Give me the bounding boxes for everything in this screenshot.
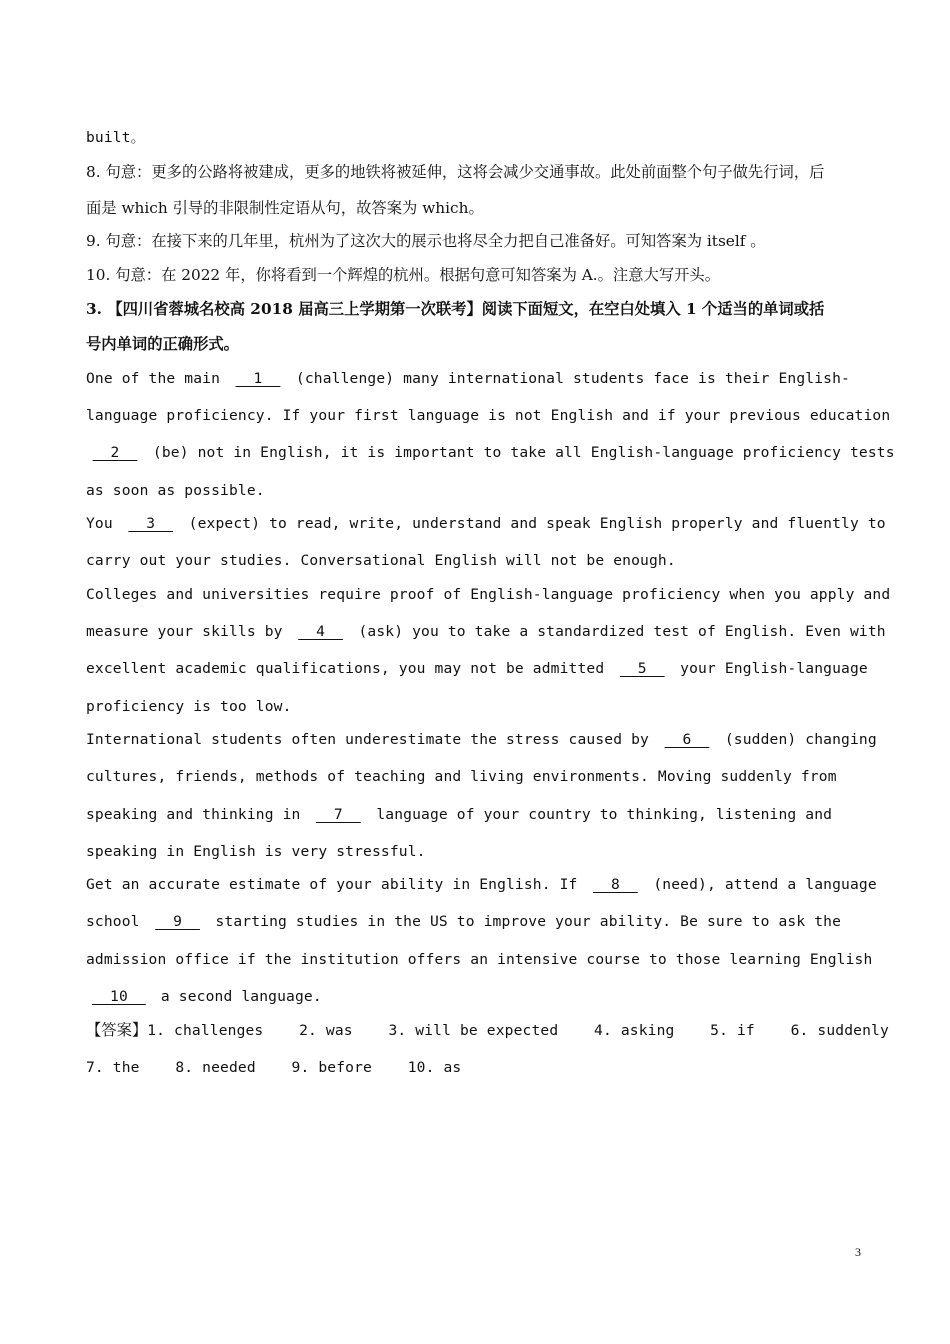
blank-5: 5 <box>619 660 665 677</box>
text-line: built。 <box>86 129 146 146</box>
passage-line: speaking and thinking in 7 language of your country to thinking, listening and <box>86 806 833 823</box>
passage-line: language proficiency. If your first language is not English and if your previous education <box>86 407 891 424</box>
answer-label: 【答案】 <box>86 1021 148 1039</box>
passage-line: 10 a second language. <box>86 987 322 1007</box>
question-heading <box>86 299 824 319</box>
blank-3: 3 <box>128 515 174 532</box>
question-source: 【四川省蓉城名校高 2018 届高三上学期第一次联考】 <box>107 300 482 318</box>
passage-line: admission office if the institution offers an intensive course to those learning English <box>86 951 873 968</box>
passage-line: 2 (be) not in English, it is important to take all English-language proficiency tests <box>86 443 895 463</box>
blank-4: 4 <box>298 623 343 640</box>
text-line: 面是 which 引导的非限制性定语从句，故答案为 which。 <box>86 199 484 217</box>
passage-line: You 3 (expect) to read, write, understand and speak English properly and fluently to <box>86 515 886 532</box>
passage-line: as soon as possible. <box>86 482 265 499</box>
text-line: 9. 句意：在接下来的几年里，杭州为了这次大的展示也将尽全力把自己准备好。可知答案为 itself 。 <box>86 232 766 250</box>
passage-line: excellent academic qualifications, you may not be admitted 5 your English-language <box>86 660 868 677</box>
passage-line: carry out your studies. Conversational English will not be enough. <box>86 552 676 569</box>
question-instruction-cont: 号内单词的正确形式。 <box>86 335 239 353</box>
question-number: 3. <box>86 300 102 318</box>
answer-line <box>86 1020 889 1041</box>
passage-line: Colleges and universities require proof of English-language proficiency when you apply and <box>86 586 891 603</box>
blank-10: 10 <box>92 988 146 1005</box>
passage-line: proficiency is too low. <box>86 698 292 715</box>
passage-line: school 9 starting studies in the US to improve your ability. Be sure to ask the <box>86 913 842 930</box>
blank-6: 6 <box>664 731 710 748</box>
page-number: 3 <box>855 1245 861 1259</box>
blank-2: 2 <box>92 444 138 461</box>
text-line: 8. 句意：更多的公路将被建成，更多的地铁将被延伸，这将会减少交通事故。此处前面整个句子做先行词，后 <box>86 163 825 181</box>
answer-list: 1. challenges 2. was 3. will be expected 4. asking 5. if 6. suddenly <box>147 1022 889 1039</box>
blank-8: 8 <box>593 876 638 893</box>
passage-line: cultures, friends, methods of teaching and living environments. Moving suddenly from <box>86 768 837 785</box>
text-line: 10. 句意：在 2022 年，你将看到一个辉煌的杭州。根据句意可知答案为 A.。注意大写开头。 <box>86 266 721 284</box>
passage-line: speaking in English is very stressful. <box>86 843 426 860</box>
passage-line: measure your skills by 4 (ask) you to take a standardized test of English. Even with <box>86 623 886 640</box>
passage-line: Get an accurate estimate of your ability in English. If 8 (need), attend a language <box>86 876 877 893</box>
blank-7: 7 <box>316 806 361 823</box>
blank-9: 9 <box>155 913 200 930</box>
passage-line: One of the main 1 (challenge) many international students face is their English- <box>86 370 850 387</box>
question-instruction: 阅读下面短文，在空白处填入 1 个适当的单词或括 <box>481 300 825 318</box>
passage-line: International students often underestimate the stress caused by 6 (sudden) changing <box>86 731 877 748</box>
answer-line-2: 7. the 8. needed 9. before 10. as <box>86 1059 462 1076</box>
blank-1: 1 <box>235 370 281 387</box>
